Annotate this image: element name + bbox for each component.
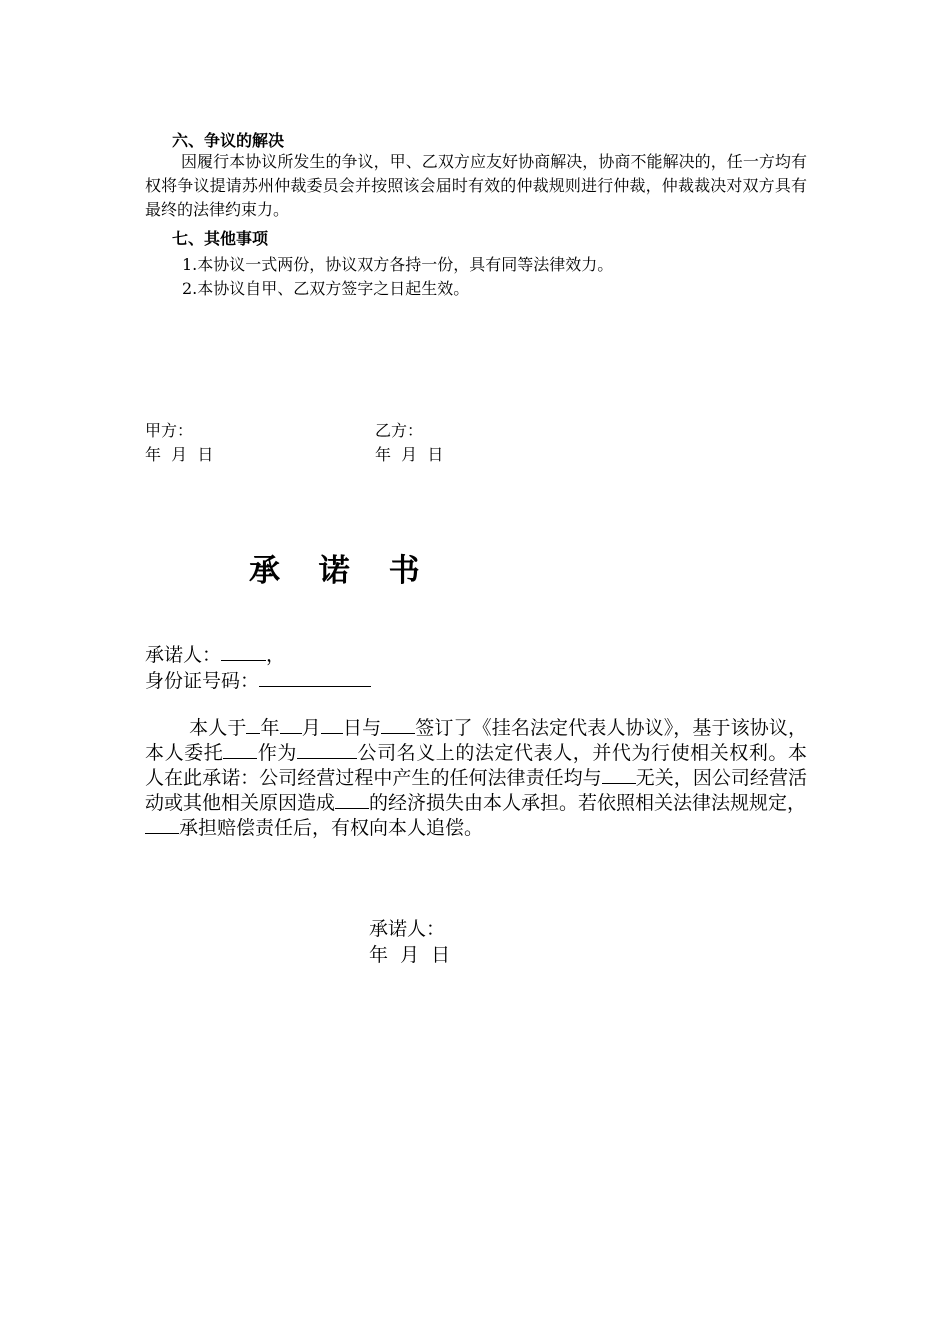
section6-heading: 六、争议的解决 [172,131,285,150]
blank-party-2 [223,741,257,759]
body-seg-9: 的经济损失由本人承担。若依照相关法律法规规定， [369,792,807,815]
id-label: 身份证号码： [145,670,260,692]
blank-day [321,716,343,734]
promisor-suffix: ， [266,644,286,666]
party-b-date: 年 月 日 [375,445,444,464]
body-seg-6: 作为 [257,742,297,765]
id-blank [259,669,371,687]
body-seg-3: 月 [301,717,321,740]
commitment-title: 承 诺 书 [249,553,434,589]
blank-company [297,741,357,759]
body-seg-7: 公司名义上的法定代表人，并代为行使相关权利。本人在此承诺：公司经营过程中产生的任何法律责任均与 [145,742,807,790]
promisor-label: 承诺人： [145,644,222,666]
promisor-blank [221,643,266,661]
promisor-line [145,640,285,667]
sign-date: 年 月 日 [369,944,451,966]
commitment-body [145,716,807,841]
blank-party-1 [381,716,415,734]
body-seg-5: 签订了《挂名法定代表人协议》，基于该协议，本人委托 [145,717,807,765]
party-a-label: 甲方： [145,421,194,440]
section7-heading: 七、其他事项 [172,229,269,248]
blank-party-5 [145,816,179,834]
body-seg-4: 日与 [342,717,382,740]
section6-text: 因履行本协议所发生的争议，甲、乙双方应友好协商解决，协商不能解决的，任一方均有权将争议提请苏州仲裁委员会并按照该会届时有效的仲裁规则进行仲裁，仲裁裁决对双方具有最终的法律约束力。 [145,152,807,219]
blank-party-3 [602,766,636,784]
body-seg-2: 年 [260,717,280,740]
section7-item-2: 2.本协议自甲、乙双方签字之日起生效。 [182,279,470,298]
blank-month [280,716,302,734]
sign-label: 承诺人： [369,918,446,940]
blank-party-4 [335,791,369,809]
body-seg-1: 本人于 [189,717,247,740]
id-line [145,666,371,693]
section7-item-1: 1.本协议一式两份，协议双方各持一份，具有同等法律效力。 [182,255,614,274]
blank-year [246,716,260,734]
body-seg-8: 无关，因公司经营活动或其他相关原因造成 [145,767,807,815]
party-a-date: 年 月 日 [145,445,214,464]
body-seg-10: 承担赔偿责任后，有权向本人追偿。 [179,817,484,840]
party-b-label: 乙方： [375,421,424,440]
